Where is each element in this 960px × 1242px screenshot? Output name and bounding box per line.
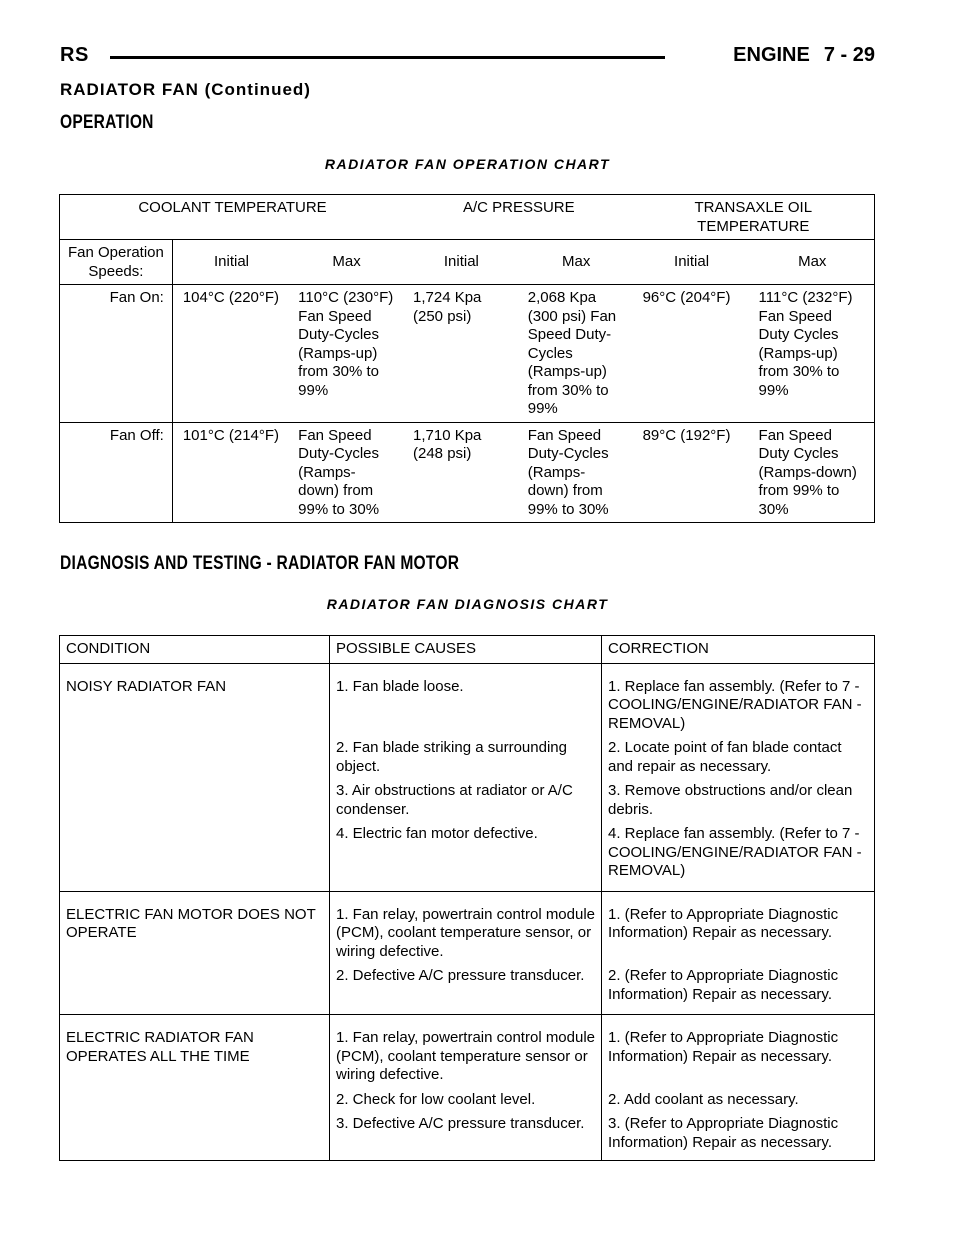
table-cell: 96°C (204°F) xyxy=(633,285,749,423)
table-cell: 110°C (230°F) Fan Speed Duty-Cycles (Ramps-up) from 30% to 99% xyxy=(288,285,403,423)
diagnosis-heading: DIAGNOSIS AND TESTING - RADIATOR FAN MOTOR xyxy=(60,553,460,574)
correction-cell: 2. Add coolant as necessary. xyxy=(602,1089,875,1114)
table-cell: 89°C (192°F) xyxy=(642,426,731,444)
diagnosis-header-row xyxy=(60,636,875,664)
table-cell: Fan Speed Duty-Cycles (Ramps-down) from 99% to 30% xyxy=(527,426,609,518)
group-header-ac-pressure: A/C PRESSURE xyxy=(403,195,633,240)
table-row xyxy=(60,1015,875,1089)
group-header-transaxle: TRANSAXLE OIL TEMPERATURE xyxy=(633,195,875,240)
condition-cell: ELECTRIC FAN MOTOR DOES NOT OPERATE xyxy=(60,891,330,1015)
correction-cell: 4. Replace fan assembly. (Refer to 7 - COOLING/ENGINE/RADIATOR FAN - REMOVAL) xyxy=(602,823,875,891)
header-rule xyxy=(110,56,665,59)
cause-cell: 1. Fan relay, powertrain control module (PCM), coolant temperature sensor, or wiring defective. xyxy=(330,891,602,965)
correction-cell: 3. (Refer to Appropriate Diagnostic Information) Repair as necessary. xyxy=(602,1113,875,1161)
operation-sub-header-row xyxy=(60,240,875,285)
column-header-condition: CONDITION xyxy=(60,636,330,664)
row-label-fan-off: Fan Off: xyxy=(109,426,164,444)
table-cell: 1,710 Kpa (248 psi) xyxy=(413,426,482,462)
cause-cell: 3. Defective A/C pressure transducer. xyxy=(330,1113,602,1161)
operation-chart-table xyxy=(59,194,875,523)
operation-group-header-row xyxy=(60,195,875,240)
table-row xyxy=(60,422,875,523)
correction-cell: 1. Replace fan assembly. (Refer to 7 - COOLING/ENGINE/RADIATOR FAN - REMOVAL) xyxy=(602,663,875,737)
operation-chart-title: RADIATOR FAN OPERATION CHART xyxy=(324,156,611,172)
sub-header-max: Max xyxy=(518,240,633,285)
header-section: ENGINE xyxy=(733,44,810,66)
header-page-number: 7 - 29 xyxy=(823,44,875,66)
group-header-coolant: COOLANT TEMPERATURE xyxy=(60,195,404,240)
table-cell: Fan Speed Duty Cycles (Ramps-down) from 99% to 30% xyxy=(758,426,857,518)
diagnosis-chart-title: RADIATOR FAN DIAGNOSIS CHART xyxy=(326,596,609,612)
table-row xyxy=(60,891,875,965)
correction-cell: 3. Remove obstructions and/or clean debris. xyxy=(602,780,875,823)
table-row xyxy=(60,285,875,423)
cause-cell: 1. Fan blade loose. xyxy=(330,663,602,737)
sub-header-initial: Initial xyxy=(403,240,518,285)
cause-cell: 2. Fan blade striking a surrounding object. xyxy=(330,737,602,780)
sub-header-max: Max xyxy=(288,240,403,285)
row-label-fan-on: Fan On: xyxy=(60,285,173,423)
sub-header-initial: Initial xyxy=(172,240,288,285)
condition-cell: NOISY RADIATOR FAN xyxy=(60,663,330,891)
page-header xyxy=(60,44,875,70)
cause-cell: 2. Check for low coolant level. xyxy=(330,1089,602,1114)
table-cell: 104°C (220°F) xyxy=(172,285,288,423)
table-cell: 2,068 Kpa (300 psi) Fan Speed Duty-Cycles (Ramps-up) from 30% to 99% xyxy=(518,285,633,423)
continued-title: RADIATOR FAN (Continued) xyxy=(60,80,311,99)
table-cell: 111°C (232°F) Fan Speed Duty Cycles (Ramps-up) from 30% to 99% xyxy=(749,285,875,423)
correction-cell: 2. (Refer to Appropriate Diagnostic Information) Repair as necessary. xyxy=(602,965,875,1015)
column-header-correction: CORRECTION xyxy=(602,636,875,664)
cause-cell: 3. Air obstructions at radiator or A/C condenser. xyxy=(330,780,602,823)
table-row xyxy=(60,663,875,737)
cause-cell: 1. Fan relay, powertrain control module (PCM), coolant temperature sensor or wiring defective. xyxy=(330,1015,602,1089)
header-model-code: RS xyxy=(60,44,89,66)
sub-header-max: Max xyxy=(749,240,875,285)
column-header-possible-causes: POSSIBLE CAUSES xyxy=(330,636,602,664)
sub-header-fan-speeds: Fan Operation Speeds: xyxy=(60,240,173,285)
operation-heading: OPERATION xyxy=(60,112,154,133)
table-cell: 1,724 Kpa (250 psi) xyxy=(403,285,518,423)
correction-cell: 1. (Refer to Appropriate Diagnostic Information) Repair as necessary. xyxy=(602,891,875,965)
table-cell: 101°C (214°F) xyxy=(172,422,288,523)
sub-header-initial: Initial xyxy=(633,240,749,285)
table-cell: Fan Speed Duty-Cycles (Ramps-down) from 99% to 30% xyxy=(298,426,380,518)
cause-cell: 2. Defective A/C pressure transducer. xyxy=(330,965,602,1015)
correction-cell: 1. (Refer to Appropriate Diagnostic Information) Repair as necessary. xyxy=(602,1015,875,1089)
header-right xyxy=(733,44,875,67)
correction-cell: 2. Locate point of fan blade contact and repair as necessary. xyxy=(602,737,875,780)
cause-cell: 4. Electric fan motor defective. xyxy=(330,823,602,891)
diagnosis-chart-table xyxy=(59,635,875,1161)
condition-cell: ELECTRIC RADIATOR FAN OPERATES ALL THE TIME xyxy=(66,1029,254,1065)
